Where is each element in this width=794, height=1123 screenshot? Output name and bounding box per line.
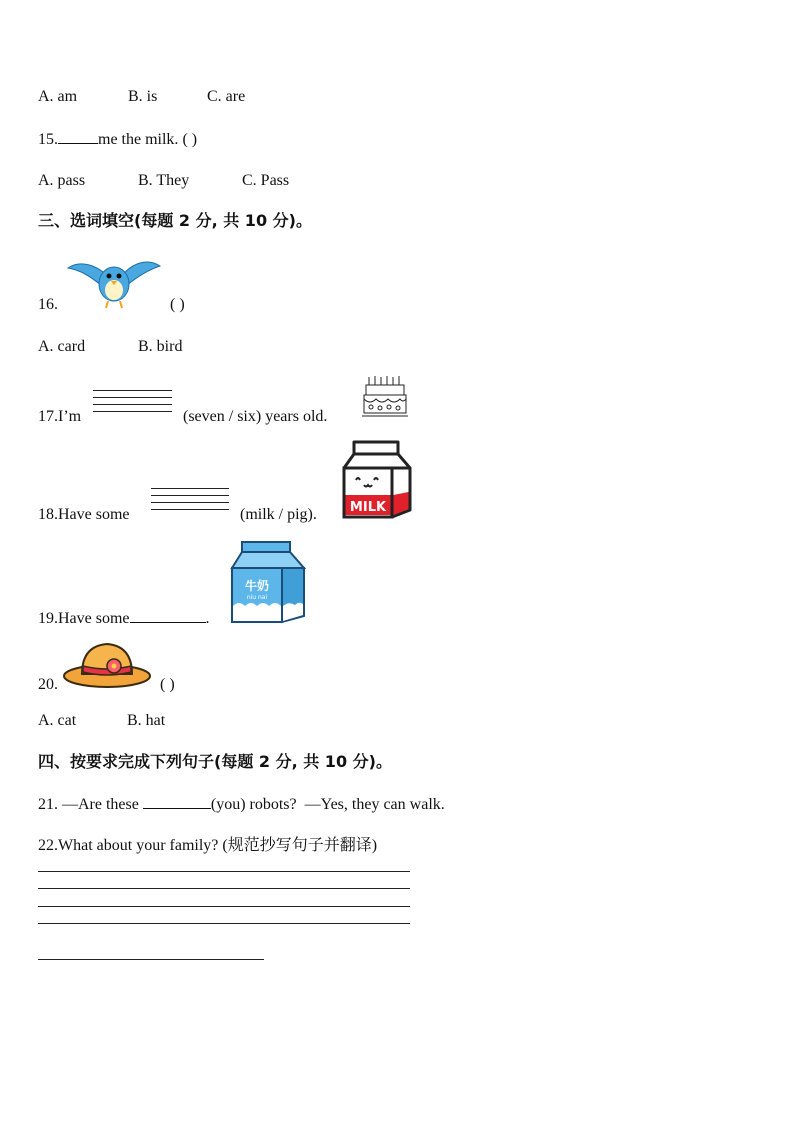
q19-line <box>38 610 210 627</box>
answer-line[interactable] <box>38 906 410 907</box>
q19-suffix: . <box>205 610 210 627</box>
answer-line[interactable] <box>38 871 410 872</box>
q15-number: 15. <box>38 131 58 148</box>
q16-option-b: B. bird <box>138 338 183 355</box>
q16-paren: ( ) <box>170 296 185 313</box>
q15-option-b: B. They <box>138 172 190 189</box>
milk-carton-icon <box>230 540 308 626</box>
q15-option-a: A. pass <box>38 172 86 189</box>
bird-icon <box>66 250 162 310</box>
q18-suffix: (milk / pig). <box>240 506 317 523</box>
q22-number: 22. <box>38 837 58 854</box>
q21-part3: —Yes, they can walk. <box>304 796 445 813</box>
q17-prefix: 17.I’m <box>38 408 82 425</box>
birthday-cake-icon <box>362 375 410 421</box>
q22-text: What about your family? <box>58 837 219 854</box>
q22-line <box>38 838 377 854</box>
q21-part1: —Are these <box>62 796 139 813</box>
q21-part2: (you) robots? <box>210 796 297 813</box>
answer-line-short[interactable] <box>38 959 264 960</box>
q22-instruction: (规范抄写句子并翻译) <box>222 837 378 854</box>
q14-option-b: B. is <box>128 88 158 105</box>
answer-line[interactable] <box>38 888 410 889</box>
answer-line[interactable] <box>38 923 410 924</box>
q14-option-a: A. am <box>38 88 78 105</box>
q20-option-a: A. cat <box>38 712 77 729</box>
q18-writing-lines[interactable] <box>151 488 229 516</box>
q15-option-c: C. Pass <box>242 172 290 189</box>
q16-number: 16. <box>38 296 58 313</box>
milk-carton-icon <box>340 440 414 520</box>
q15-text: me the milk. <box>98 131 179 148</box>
q21-line <box>38 796 445 813</box>
q19-blank[interactable] <box>130 610 206 623</box>
q14-option-c: C. are <box>207 88 246 105</box>
q20-option-b: B. hat <box>127 712 166 729</box>
carton-label-pinyin: niu nai <box>246 594 268 601</box>
milk-carton-label: MILK <box>349 500 387 515</box>
q15-paren: ( ) <box>182 131 198 148</box>
q21-blank[interactable] <box>143 796 211 809</box>
q15-blank[interactable] <box>58 131 98 144</box>
q17-suffix: (seven / six) years old. <box>183 408 328 425</box>
q16-option-a: A. card <box>38 338 86 355</box>
q20-paren: ( ) <box>160 676 175 693</box>
q15-line <box>38 131 197 148</box>
section4-heading: 四、按要求完成下列句子(每题 2 分, 共 10 分)。 <box>38 752 392 771</box>
carton-label-cn: 牛奶 <box>244 579 270 593</box>
q21-number: 21. <box>38 796 58 813</box>
q20-number: 20. <box>38 676 58 693</box>
q18-prefix: 18.Have some <box>38 506 130 523</box>
section3-heading: 三、选词填空(每题 2 分, 共 10 分)。 <box>38 211 312 230</box>
q17-writing-lines[interactable] <box>93 390 172 418</box>
q19-prefix: 19.Have some <box>38 610 130 627</box>
hat-icon <box>62 640 152 690</box>
